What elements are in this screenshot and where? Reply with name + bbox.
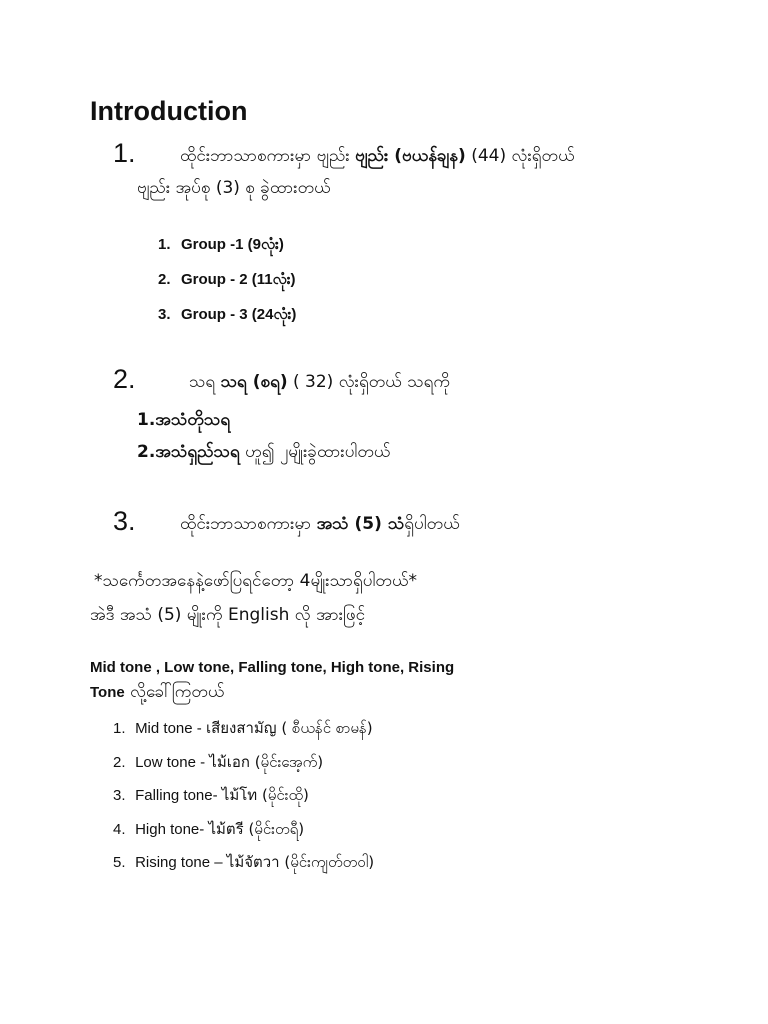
tones-heading-line-2: Tone လို့ခေါ်ကြတယ် bbox=[90, 682, 225, 702]
thai-term: เสียงสามัญ bbox=[205, 719, 277, 737]
section-3-bold-term: အသံ (5) သံ bbox=[316, 514, 405, 534]
english-intro-line: အဲဒီ အသံ (5) မျိုးကို English လို အားဖြင့် bbox=[90, 605, 366, 625]
tone-list-item: 5. Rising tone – ไม้จัตวา (မိုင်းကျတ်တဝါ) bbox=[113, 853, 375, 871]
group-list-item: 1. Group -1 (9လုံး) bbox=[158, 236, 284, 253]
section-2-bold-reading: (စရ) bbox=[246, 372, 288, 392]
group-list-item: 3. Group - 3 (24လုံး) bbox=[158, 306, 297, 323]
section-2-item-2: 2.အသံရှည်သရ ဟူ၍ ၂မျိုးခွဲထားပါတယ် bbox=[137, 442, 391, 462]
group-list-item: 2. Group - 2 (11လုံး) bbox=[158, 271, 296, 288]
section-3-line: ထိုင်းဘာသာစကားမှာ အသံ (5) သံရှိပါတယ် bbox=[180, 514, 460, 534]
tone-list-item: 3. Falling tone- ไม้โท (မိုင်းထို) bbox=[113, 786, 309, 804]
section-1-line-1 bbox=[180, 145, 575, 170]
tone-list-item: 4. High tone- ไม้ตรี (မိုင်းတရီ) bbox=[113, 820, 305, 838]
section-2-item-1: 1.အသံတိုသရ bbox=[137, 410, 231, 430]
section-2-line: သရ သရ (စရ) ( 32) လုံးရှိတယ် သရကို bbox=[189, 372, 451, 392]
tone-list-item: 2. Low tone - ไม้เอก (မိုင်းအေ့က်) bbox=[113, 753, 324, 771]
section-1-text-a: ထိုင်းဘာသာစကားမှာ ဗျည်း bbox=[180, 146, 356, 166]
section-1-bold-reading: (ဗယန်ချန) bbox=[388, 146, 466, 166]
page-title: Introduction bbox=[90, 96, 248, 126]
section-2-bold-term: သရ bbox=[220, 372, 247, 392]
section-3-number: 3. bbox=[113, 506, 136, 536]
section-1-line-2: ဗျည်း အုပ်စု (3) စု ခွဲထားတယ် bbox=[137, 178, 331, 198]
section-1-number: 1. bbox=[113, 138, 136, 168]
thai-term: ไม้จัตวา bbox=[226, 853, 280, 871]
section-1-bold-term: ဗျည်း bbox=[355, 146, 389, 166]
tones-heading-line-1: Mid tone , Low tone, Falling tone, High tone, Rising bbox=[90, 659, 455, 676]
symbol-note: *သင်္ကေတအနေနဲ့ဖော်ပြရင်တော့ 4မျိုးသာရှိပါတယ်* bbox=[94, 571, 417, 591]
thai-term: ไม้ตรี bbox=[208, 820, 244, 838]
section-1-text-d: (44) လုံးရှိတယ် bbox=[465, 146, 575, 166]
section-2-number: 2. bbox=[113, 364, 136, 394]
thai-term: ไม้โท bbox=[221, 786, 258, 804]
tone-list-item: 1. Mid tone - เสียงสามัญ ( စီယန်င် စာမန်) bbox=[113, 719, 373, 737]
thai-term: ไม้เอก bbox=[209, 753, 250, 771]
